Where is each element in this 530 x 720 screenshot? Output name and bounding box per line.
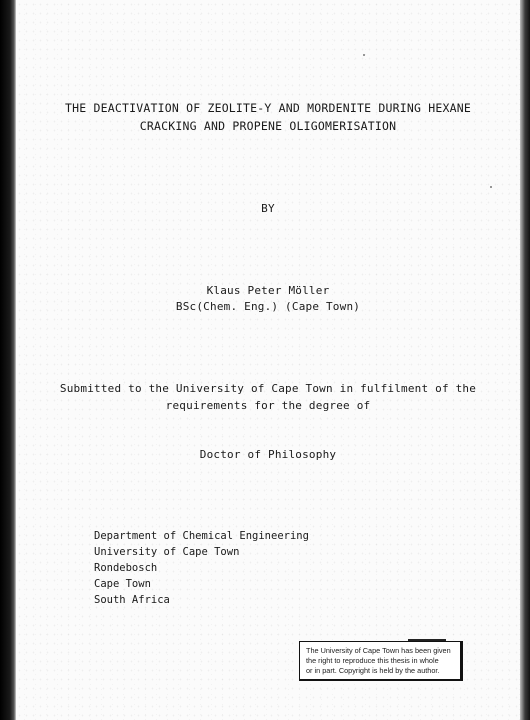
submission-line-2: requirements for the degree of: [165, 399, 371, 412]
by-label: BY: [261, 202, 275, 215]
title-line-2: CRACKING AND PROPENE OLIGOMERISATION: [139, 119, 397, 133]
copyright-line-2: the right to reproduce this thesis in whole: [306, 656, 439, 665]
address-line-city: Cape Town: [94, 578, 151, 590]
copyright-line-3: or in part. Copyright is held by the author.: [306, 666, 440, 675]
stamp-mark: [408, 639, 446, 641]
scan-edge-left: [0, 0, 16, 720]
copyright-line-1: The University of Cape Town has been given: [306, 646, 451, 655]
address-line-country: South Africa: [94, 594, 170, 606]
address-line-department: Department of Chemical Engineering: [94, 530, 309, 542]
scan-speck: [363, 54, 365, 56]
submission-line-1: Submitted to the University of Cape Town in fulfilment of the: [59, 382, 477, 395]
author-degree: BSc(Chem. Eng.) (Cape Town): [175, 300, 361, 313]
author-name: Klaus Peter Möller: [206, 284, 330, 297]
address-line-suburb: Rondebosch: [94, 562, 158, 574]
scan-speck: [490, 186, 492, 188]
copyright-stamp: [299, 641, 463, 681]
address-line-university: University of Cape Town: [94, 546, 240, 558]
degree-name: Doctor of Philosophy: [199, 448, 337, 461]
title-line-1: THE DEACTIVATION OF ZEOLITE-Y AND MORDENITE DURING HEXANE: [64, 101, 472, 115]
scan-edge-right: [520, 0, 530, 720]
